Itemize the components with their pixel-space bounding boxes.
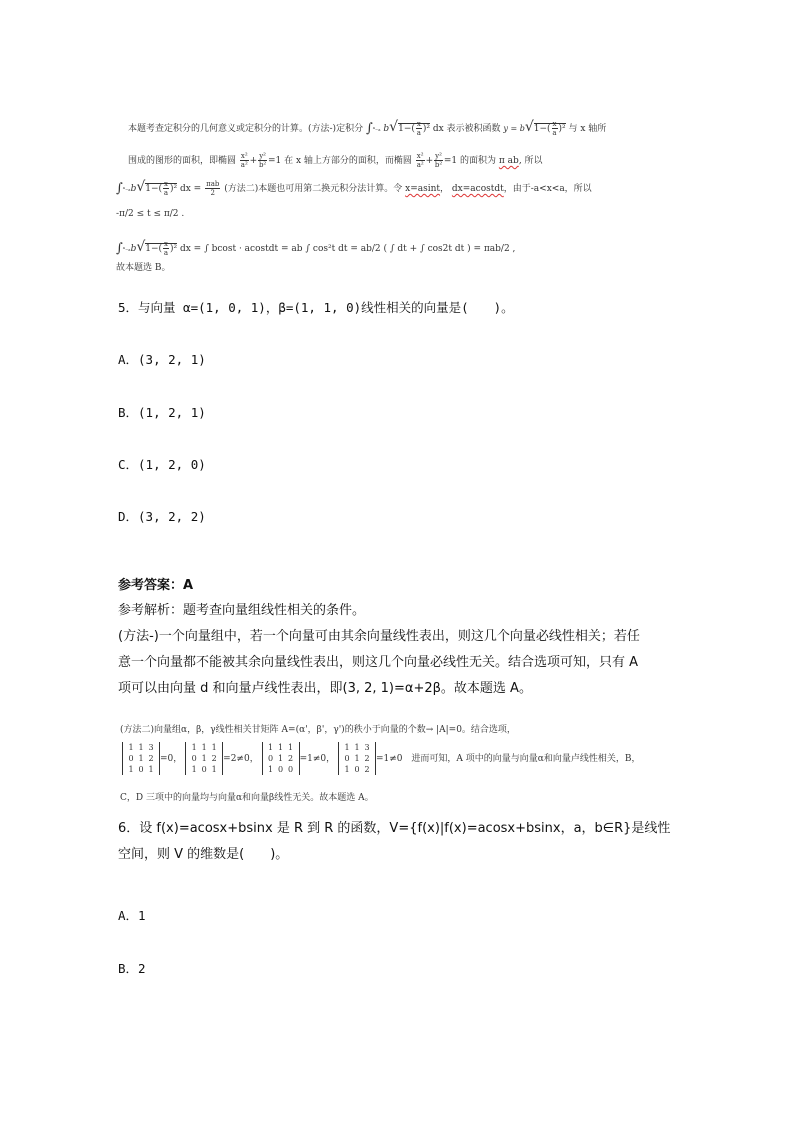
explanation-text: , 所以 bbox=[518, 156, 543, 166]
q6-option-b: B．2 bbox=[118, 961, 146, 976]
explanation-text: 故本题选 B。 bbox=[116, 263, 171, 273]
explanation-text: 本题考查定积分的几何意义或定积分的计算。(方法-)定积分 bbox=[128, 124, 364, 134]
explanation-text: cos²t dt = ab/2 ( ∫ dt + ∫ cos2t dt ) = πab/2 , bbox=[312, 244, 516, 254]
explanation-text: 围成的图形的面积，即椭圆 bbox=[128, 156, 237, 166]
q6-option-a: A．1 bbox=[118, 908, 146, 923]
option-d: D．(3, 2, 2) bbox=[118, 509, 206, 524]
determinant-c: 1 1 1 0 1 2 1 0 0 bbox=[262, 742, 300, 775]
explanation-text: 的面积为 bbox=[460, 156, 497, 166]
explanation-image-q5 bbox=[118, 722, 658, 808]
explanation-image-q4: 本题考查定积分的几何意义或定积分的计算。(方法-)定积分 ∫ᵃ₋ₐ b√1−( $\frac{x}{a}$ )² dx 表示被积函数 y = b√1−( $\frac{x}{a}$ )² 与 x 轴所 围成的图形的面积，即椭圆 $\frac{\text{x²}}{\text{a²}}$ + $\frac{\text{y²}}{\text{b²}}$ =1 在 x 轴上方部分的面积，而椭圆 $\frac{\text{x²}}{\text{a²}}$ + $\frac{\text{y²}}{\text{b²}}$ =1 的面积为 π ab, 所以 ∫ᵃ₋ₐb√1−( $\frac{x}{a}$ )² dx = $\frac{\text{πab}}{2}$ (方法二)本题也可用第二换元积分法计算。令 x=asint， dx=acostdt，由于-a<x<a，所以 -π/2 ≤ t ≤ π/2 . ∫ᵃ₋ₐb√1−( $\frac{x}{a}$ )² dx = ∫ bcost · acostdt = ab ∫ cos²t dt = ab/2 ( ∫ dt + ∫ cos2t dt ) = πab/2 , 故本题选 B。 bbox=[116, 119, 607, 273]
analysis-line: 项可以由向量 d 和向量卢线性表出，即(3, 2, 1)=α+2β。故本题选 A。 bbox=[118, 681, 532, 696]
explanation-text: 在 x 轴上方部分的面积，而椭圆 bbox=[284, 156, 412, 166]
method-two-text: C，D 三项中的向量均与向量α和向量β线性无关。故本题选 A。 bbox=[120, 793, 374, 803]
analysis-block bbox=[118, 598, 678, 702]
explanation-text: 与 x 轴所 bbox=[568, 124, 607, 134]
question-5: 5．与向量 α=(1, 0, 1)，β=(1, 1, 0)线性相关的向量是( )。 bbox=[118, 300, 514, 315]
explanation-text: dx=acostdt bbox=[451, 184, 504, 194]
explanation-text: 表示被积函数 bbox=[446, 124, 501, 134]
analysis-line: 参考解析：题考查向量组线性相关的条件。 bbox=[118, 603, 366, 618]
question-6-line: 6．设 f(x)=acosx+bsinx 是 R 到 R 的函数，V={f(x)|f(x)=acosx+bsinx，a，b∈R}是线性 bbox=[118, 821, 671, 836]
determinant-b: 1 1 1 0 1 2 1 0 1 bbox=[185, 742, 223, 775]
integral-symbol: ∫ bbox=[365, 121, 373, 136]
option-a: A．(3, 2, 1) bbox=[118, 352, 206, 367]
explanation-text: (方法二)本题也可用第二换元积分法计算。令 bbox=[224, 184, 403, 194]
option-c: C．(1, 2, 0) bbox=[118, 457, 206, 472]
determinant-row: 1 1 3 0 1 2 1 0 1 =0， 1 1 1 0 1 2 1 0 1 =2≠0， 1 1 1 0 1 2 1 0 0 =1≠0， 1 1 3 0 1 2 1 0 2 =1≠0 进而可知，A 项中的向量与向量α和向量卢线性相关，B， bbox=[122, 742, 640, 775]
answer-label: 参考答案：A bbox=[118, 578, 194, 593]
question-6-line: 空间，则 V 的维数是( )。 bbox=[118, 847, 289, 862]
determinant-d: 1 1 3 0 1 2 1 0 2 bbox=[338, 742, 376, 775]
analysis-line: 意一个向量都不能被其余向量线性表出，则这几个向量必线性无关。结合选项可知，只有 A bbox=[118, 655, 639, 670]
explanation-text: ，由于-a<x<a，所以 bbox=[503, 184, 592, 194]
method-two-text: (方法二)向量组α，β，γ线性相关甘矩阵 A=(α'，β'，γ')的秩小于向量的个数→ |A|=0。结合选项， bbox=[120, 725, 516, 735]
option-b: B．(1, 2, 1) bbox=[118, 405, 206, 420]
method-two-text: 进而可知，A 项中的向量与向量α和向量卢线性相关，B， bbox=[411, 754, 641, 764]
explanation-text: -π/2 ≤ t ≤ π/2 . bbox=[116, 209, 185, 219]
explanation-text: π ab bbox=[498, 156, 519, 166]
explanation-text: x=asint bbox=[405, 184, 441, 194]
determinant-a: 1 1 3 0 1 2 1 0 1 bbox=[122, 742, 160, 775]
analysis-line: (方法-)一个向量组中，若一个向量可由其余向量线性表出，则这几个向量必线性相关；若任 bbox=[118, 629, 640, 644]
question-6 bbox=[118, 816, 678, 868]
